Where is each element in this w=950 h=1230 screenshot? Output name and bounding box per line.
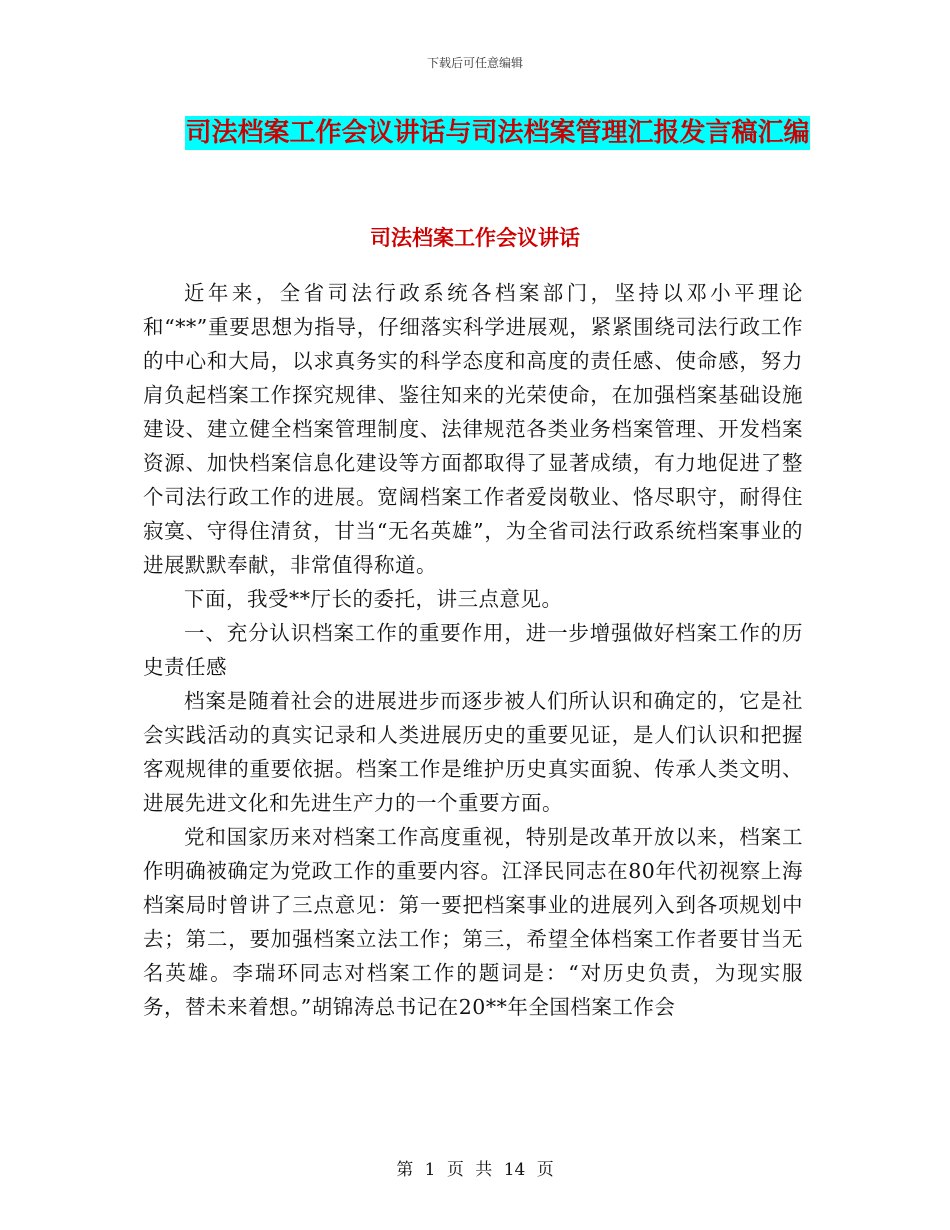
paragraph: 一、充分认识档案工作的重要作用，进一步增强做好档案工作的历史责任感 — [143, 621, 803, 679]
paragraph: 近年来，全省司法行政系统各档案部门，坚持以邓小平理论和“**”重要思想为指导，仔细落实科学进展观，紧紧围绕司法行政工作的中心和大局，以求真务实的科学态度和高度的责任感、使命感，努力肩负起档案工作探究规律、鉴往知来的光荣使命，在加强档案基础设施建设、建立健全档案管理制度、法律规范各类业务档案管理、开发档案资源、加快档案信息化建设等方面都取得了显著成绩，有力地促进了整个司法行政工作的进展。宽阔档案工作者爱岗敬业、恪尽职守，耐得住寂寞、守得住清贫，甘当“无名英雄”，为全省司法行政系统档案事业的进展默默奉献，非常值得称道。 — [143, 281, 803, 577]
page-indicator: 第 1 页 共 14 页 — [396, 1160, 554, 1180]
paragraph: 档案是随着社会的进展进步而逐步被人们所认识和确定的，它是社会实践活动的真实记录和人类进展历史的重要见证，是人们认识和把握客观规律的重要依据。档案工作是维护历史真实面貌、传承人类文明、进展先进文化和先进生产力的一个重要方面。 — [143, 689, 803, 815]
document-title — [185, 112, 810, 154]
paragraph: 下面，我受**厅长的委托，讲三点意见。 — [184, 587, 563, 611]
document-body — [143, 276, 803, 1024]
section-title: 司法档案工作会议讲话 — [370, 226, 580, 250]
header-note: 下载后可任意编辑 — [426, 56, 523, 70]
paragraph: 党和国家历来对档案工作高度重视，特别是改革开放以来，档案工作明确被确定为党政工作的重要内容。江泽民同志在80年代初视察上海档案局时曾讲了三点意见：第一要把档案事业的进展列入到各项规划中去；第二，要加强档案立法工作；第三，希望全体档案工作者要甘当无名英雄。李瑞环同志对档案工作的题词是：“对历史负责，为现实服务，替未来着想。”胡锦涛总书记在20**年全国档案工作会 — [143, 825, 803, 1019]
document-title-text: 司法档案工作会议讲话与司法档案管理汇报发言稿汇编 — [185, 118, 810, 148]
